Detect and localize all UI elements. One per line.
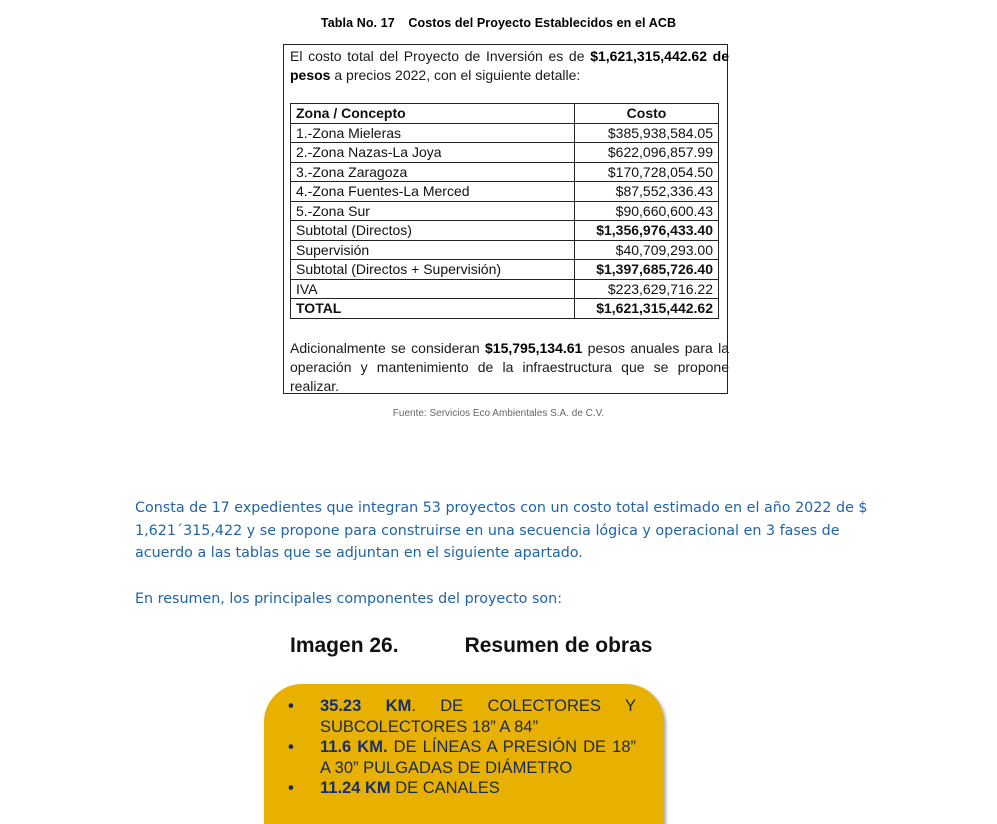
additional-text-after: pesos anuales para la operación y mantenimiento de la infraestructura que se propone realizar. [290, 340, 730, 394]
header-cost: Costo [575, 104, 719, 124]
intro-text-after: a precios 2022, con el siguiente detalle: [330, 67, 581, 83]
table-row [291, 279, 719, 299]
summary-item [288, 737, 636, 778]
table-row [291, 299, 719, 319]
summary-item-quantity: 35.23 KM [320, 697, 412, 715]
table-row [291, 182, 719, 202]
row-concept: IVA [291, 279, 575, 299]
table-row [291, 123, 719, 143]
table-caption [0, 16, 997, 30]
bullet-icon: • [288, 779, 294, 797]
additional-text-before: Adicionalmente se consideran [290, 340, 486, 356]
row-concept: 4.-Zona Fuentes-La Merced [291, 182, 575, 202]
row-cost: $385,938,584.05 [575, 123, 719, 143]
row-concept: 3.-Zona Zaragoza [291, 162, 575, 182]
table-row [291, 201, 719, 221]
row-concept: 5.-Zona Sur [291, 201, 575, 221]
works-summary-panel [264, 684, 664, 824]
row-concept: Supervisión [291, 240, 575, 260]
table-row [291, 260, 719, 280]
bullet-icon: • [288, 738, 294, 756]
bullet-icon: • [288, 697, 294, 715]
intro-text-before: El costo total del Proyecto de Inversión es de [290, 48, 591, 64]
row-cost: $1,356,976,433.40 [575, 221, 719, 241]
summary-item-quantity: 11.24 KM [320, 779, 391, 797]
row-concept: Subtotal (Directos) [291, 221, 575, 241]
intro-total-amount: $1,621,315,442.62 de pesos [290, 48, 730, 83]
table-row [291, 240, 719, 260]
image-title: Resumen de obras [464, 634, 653, 657]
paragraph-components-intro: En resumen, los principales componentes del proyecto son: [135, 591, 563, 607]
summary-item [288, 696, 636, 737]
image-caption [290, 634, 652, 658]
row-concept: TOTAL [291, 299, 575, 319]
summary-item-text: DE LÍNEAS A PRESIÓN DE 18” A 30” PULGADAS DE DIÁMETRO [320, 738, 636, 777]
row-concept: 1.-Zona Mieleras [291, 123, 575, 143]
row-cost: $622,096,857.99 [575, 143, 719, 163]
table-title: Costos del Proyecto Establecidos en el ACB [408, 16, 677, 30]
row-cost: $223,629,716.22 [575, 279, 719, 299]
table-row [291, 143, 719, 163]
summary-item [288, 778, 636, 799]
intro-text [290, 47, 729, 85]
additional-amount: $15,795,134.61 [485, 340, 583, 356]
row-cost: $87,552,336.43 [575, 182, 719, 202]
additional-text [290, 339, 729, 396]
source-note: Fuente: Servicios Eco Ambientales S.A. de C.V. [392, 408, 605, 419]
row-cost: $170,728,054.50 [575, 162, 719, 182]
row-cost: $1,397,685,726.40 [575, 260, 719, 280]
row-concept: Subtotal (Directos + Supervisión) [291, 260, 575, 280]
row-cost: $40,709,293.00 [575, 240, 719, 260]
table-row [291, 162, 719, 182]
row-cost: $90,660,600.43 [575, 201, 719, 221]
summary-item-text: . DE COLECTORES Y SUBCOLECTORES 18” A 84” [320, 697, 636, 736]
row-cost: $1,621,315,442.62 [575, 299, 719, 319]
cost-table-header-row [291, 104, 719, 124]
row-concept: 2.-Zona Nazas-La Joya [291, 143, 575, 163]
paragraph-project-summary: Consta de 17 expedientes que integran 53 proyectos con un costo total estimado en el año 2022 de $ 1,621´315,422 y se propone para construirse en una secuencia lógica y operacional en 3 fases de acuerdo a las tablas que se adjuntan en el siguiente apartado. [135, 500, 868, 561]
table-row [291, 221, 719, 241]
header-concept: Zona / Concepto [291, 104, 575, 124]
summary-item-quantity: 11.6 KM. [320, 738, 388, 756]
summary-item-text: DE CANALES [390, 779, 500, 797]
cost-table [290, 103, 719, 319]
table-number: Tabla No. 17 [320, 16, 395, 30]
image-number: Imagen 26. [290, 634, 399, 657]
works-summary-list [288, 696, 636, 799]
